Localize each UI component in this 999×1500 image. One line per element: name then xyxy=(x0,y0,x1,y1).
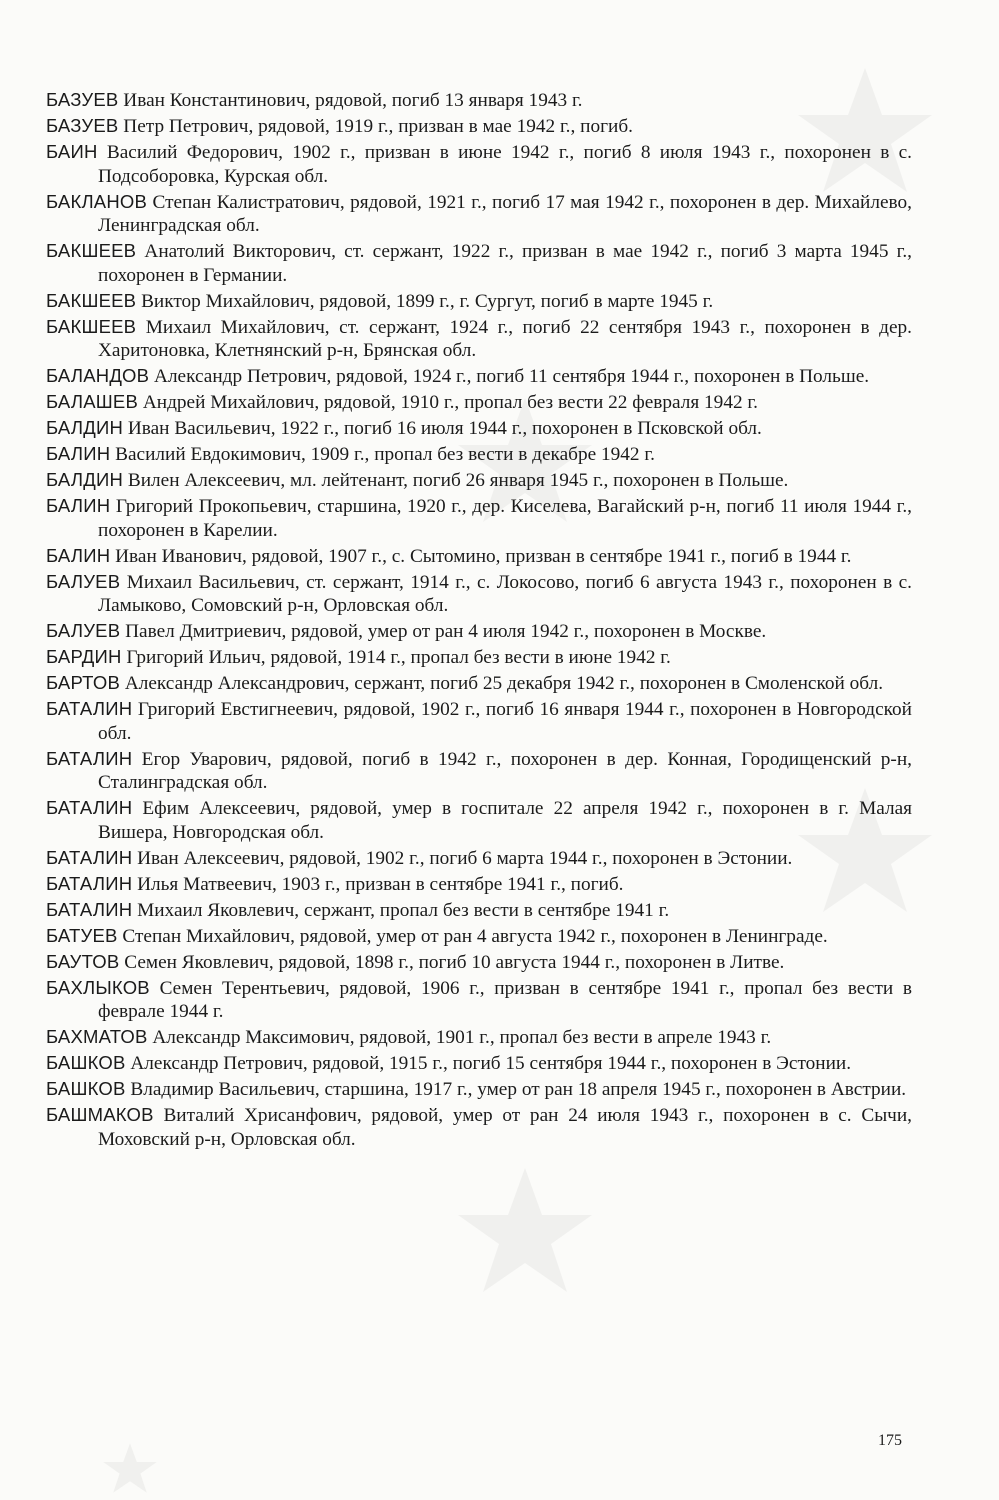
entry-surname: БАЛАНДОВ xyxy=(46,365,150,386)
list-item xyxy=(46,289,912,314)
entry-text: Василий Федорович, 1902 г., призван в июне 1942 г., погиб 8 июля 1943 г., похоронен в с. Подсоборовка, Курская обл. xyxy=(98,142,912,187)
entry-text: Иван Алексеевич, рядовой, 1902 г., погиб 6 марта 1944 г., похоронен в Эстонии. xyxy=(137,847,793,869)
list-item xyxy=(46,1077,912,1102)
watermark-stamp xyxy=(100,1440,160,1500)
entry-surname: БАУТОВ xyxy=(46,950,120,972)
list-item xyxy=(46,898,912,923)
entry-text: Виталий Хрисанфович, рядовой, умер от ран 24 июля 1943 г., похоронен в с. Сычи, Моховский р-н, Орловская обл. xyxy=(98,1105,912,1150)
entry-text: Степан Калистратович, рядовой, 1921 г., погиб 17 мая 1942 г., похоронен в дер. Михайлево, Ленинградская обл. xyxy=(98,191,912,236)
entry-surname: БАЗУЕВ xyxy=(46,89,119,110)
list-item xyxy=(46,416,912,441)
entry-text: Петр Петрович, рядовой, 1919 г., призван в мае 1942 г., погиб. xyxy=(123,116,633,137)
list-item xyxy=(46,468,912,493)
star-icon xyxy=(458,1168,592,1292)
entry-surname: БАТАЛИН xyxy=(46,846,133,868)
entry-surname: БАКЛАНОВ xyxy=(46,190,148,212)
entry-text: Илья Матвеевич, 1903 г., призван в сентябре 1941 г., погиб. xyxy=(137,873,624,895)
list-item xyxy=(46,671,912,696)
entry-surname: БАКШЕЕВ xyxy=(46,240,137,261)
entry-text: Вилен Алексеевич, мл. лейтенант, погиб 26 января 1945 г., похоронен в Польше. xyxy=(127,470,789,491)
entry-surname: БАТАЛИН xyxy=(46,872,133,894)
entry-text: Александр Петрович, рядовой, 1915 г., погиб 15 сентября 1944 г., похоронен в Эстонии. xyxy=(130,1053,852,1074)
entry-surname: БАКШЕЕВ xyxy=(46,315,137,337)
list-item xyxy=(46,442,912,467)
list-item xyxy=(46,846,912,871)
list-item xyxy=(46,619,912,644)
entry-text: Иван Константинович, рядовой, погиб 13 января 1943 г. xyxy=(123,90,583,111)
list-item xyxy=(46,1025,912,1050)
entry-text: Анатолий Викторович, ст. сержант, 1922 г., призван в мае 1942 г., погиб 3 марта 1945 г., похоронен в Германии. xyxy=(98,241,912,286)
list-item xyxy=(46,976,912,1024)
watermark-stamp xyxy=(450,1160,600,1310)
entry-text: Григорий Прокопьевич, старшина, 1920 г., дер. Киселева, Вагайский р-н, погиб 11 июля 1944 г., похоронен в Карелии. xyxy=(98,496,912,541)
page-number: 175 xyxy=(878,1432,902,1449)
list-item xyxy=(46,114,912,139)
entry-surname: БАХМАТОВ xyxy=(46,1026,148,1047)
list-item xyxy=(46,544,912,569)
entry-text: Михаил Васильевич, ст. сержант, 1914 г., с. Локосово, погиб 6 августа 1943 г., похоронен в с. Ламыково, Сомовский р-н, Орловская обл. xyxy=(98,571,913,616)
entry-surname: БАРТОВ xyxy=(46,672,120,693)
list-item xyxy=(46,570,912,618)
list-item xyxy=(46,494,912,542)
entry-text: Егор Уварович, рядовой, погиб в 1942 г., похоронен в дер. Конная, Городищенский р-н, Сталинградская обл. xyxy=(98,748,912,793)
entry-surname: БАЛИН xyxy=(46,495,111,516)
list-item xyxy=(46,1103,912,1151)
list-item xyxy=(46,364,912,389)
entry-surname: БАЛАШЕВ xyxy=(46,391,138,412)
entry-text: Григорий Евстигнеевич, рядовой, 1902 г., погиб 16 января 1944 г., похоронен в Новгородской обл. xyxy=(98,699,912,744)
entry-surname: БАТАЛИН xyxy=(46,797,133,818)
entry-surname: БАТАЛИН xyxy=(46,698,133,719)
entry-surname: БАЗУЕВ xyxy=(46,115,119,136)
entry-text: Семен Яковлевич, рядовой, 1898 г., погиб 10 августа 1944 г., похоронен в Литве. xyxy=(124,951,785,973)
entry-text: Андрей Михайлович, рядовой, 1910 г., пропал без вести 22 февраля 1942 г. xyxy=(142,392,758,413)
list-item xyxy=(46,140,912,188)
entry-text: Иван Иванович, рядовой, 1907 г., с. Сытомино, призван в сентябре 1941 г., погиб в 1944 г. xyxy=(115,545,852,567)
list-item xyxy=(46,697,912,745)
entry-text: Павел Дмитриевич, рядовой, умер от ран 4 июля 1942 г., похоронен в Москве. xyxy=(125,621,767,642)
entry-surname: БАТАЛИН xyxy=(46,747,133,769)
entry-text: Василий Евдокимович, 1909 г., пропал без вести в декабре 1942 г. xyxy=(115,444,655,465)
entry-surname: БАЛУЕВ xyxy=(46,570,121,592)
entry-surname: БАРДИН xyxy=(46,646,122,667)
list-item xyxy=(46,747,912,795)
entry-text: Степан Михайлович, рядовой, умер от ран 4 августа 1942 г., похоронен в Ленинграде. xyxy=(122,925,828,947)
list-item xyxy=(46,88,912,113)
entry-list xyxy=(46,88,912,1153)
entry-surname: БАЛУЕВ xyxy=(46,620,121,641)
entry-surname: БАШМАКОВ xyxy=(46,1104,154,1125)
entry-surname: БАЛДИН xyxy=(46,417,124,438)
entry-surname: БАШКОВ xyxy=(46,1078,126,1099)
entry-surname: БАТУЕВ xyxy=(46,924,118,946)
list-item xyxy=(46,796,912,844)
entry-text: Александр Александрович, сержант, погиб 25 декабря 1942 г., похоронен в Смоленской обл. xyxy=(124,673,884,694)
entry-text: Григорий Ильич, рядовой, 1914 г., пропал без вести в июне 1942 г. xyxy=(126,647,671,668)
entry-surname: БАЛИН xyxy=(46,544,111,566)
entry-surname: БАЛДИН xyxy=(46,469,124,490)
list-item xyxy=(46,315,912,363)
list-item xyxy=(46,239,912,287)
list-item xyxy=(46,390,912,415)
entry-text: Семен Терентьевич, рядовой, 1906 г., призван в сентябре 1941 г., пропал без вести в феврале 1944 г. xyxy=(98,977,912,1022)
list-item xyxy=(46,645,912,670)
entry-text: Владимир Васильевич, старшина, 1917 г., умер от ран 18 апреля 1945 г., похоронен в Австрии. xyxy=(130,1079,907,1100)
list-item xyxy=(46,190,912,238)
entry-text: Александр Петрович, рядовой, 1924 г., погиб 11 сентября 1944 г., похоронен в Польше. xyxy=(154,366,870,387)
entry-surname: БАХЛЫКОВ xyxy=(46,976,150,998)
entry-text: Иван Васильевич, 1922 г., погиб 16 июля 1944 г., похоронен в Псковской обл. xyxy=(127,418,762,439)
list-item xyxy=(46,950,912,975)
entry-surname: БАЛИН xyxy=(46,443,111,464)
entry-text: Михаил Яковлевич, сержант, пропал без вести в сентябре 1941 г. xyxy=(137,899,670,921)
entry-surname: БАТАЛИН xyxy=(46,898,133,920)
entry-text: Александр Максимович, рядовой, 1901 г., пропал без вести в апреле 1943 г. xyxy=(152,1027,772,1048)
list-item xyxy=(46,924,912,949)
entry-surname: БАШКОВ xyxy=(46,1052,126,1073)
entry-surname: БАИН xyxy=(46,141,98,162)
list-item xyxy=(46,1051,912,1076)
entry-text: Ефим Алексеевич, рядовой, умер в госпитале 22 апреля 1942 г., похоронен в г. Малая Вишера, Новгородская обл. xyxy=(98,798,912,843)
entry-text: Виктор Михайлович, рядовой, 1899 г., г. Сургут, погиб в марте 1945 г. xyxy=(141,290,714,312)
entry-surname: БАКШЕЕВ xyxy=(46,289,137,311)
entry-text: Михаил Михайлович, ст. сержант, 1924 г., погиб 22 сентября 1943 г., похоронен в дер. Харитоновка, Клетнянский р-н, Брянская обл. xyxy=(98,316,912,361)
list-item xyxy=(46,872,912,897)
star-icon xyxy=(103,1443,157,1493)
